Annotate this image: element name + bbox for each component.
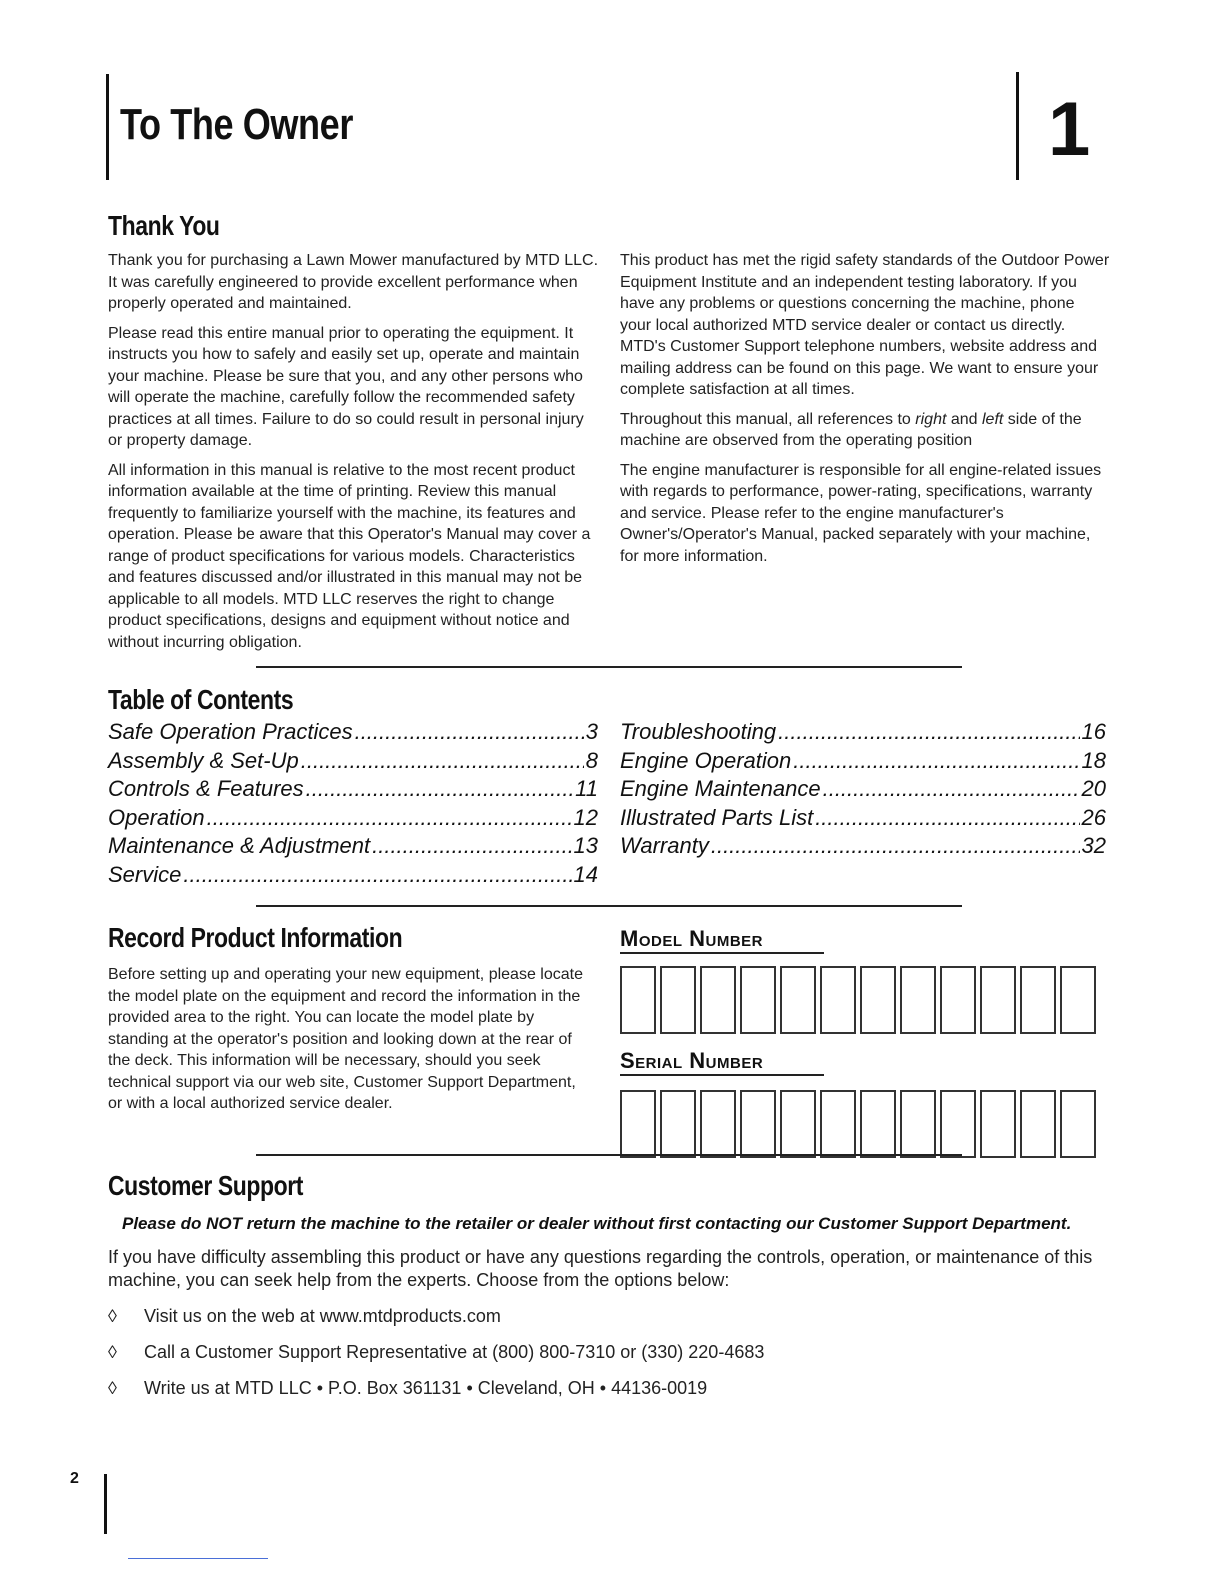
thank-you-right-column [620, 250, 1110, 575]
chapter-left-bar [1016, 72, 1019, 180]
section-divider [256, 1154, 962, 1156]
toc-entry[interactable] [620, 718, 1106, 747]
toc-entry-page: 8 [585, 747, 598, 773]
toc-leader-dots [306, 775, 574, 804]
orientation-text: and [946, 410, 982, 428]
model-digit-box[interactable] [900, 966, 936, 1034]
toc-entry-label: Controls & Features [108, 776, 304, 801]
diamond-bullet-icon: ◊ [108, 1306, 117, 1326]
support-warning: Please do NOT return the machine to the retailer or dealer without first contacting our Customer Support Department. [122, 1214, 1072, 1233]
toc-right-column [620, 718, 1106, 861]
model-digit-box[interactable] [980, 966, 1016, 1034]
model-digit-box[interactable] [740, 966, 776, 1034]
serial-digit-box[interactable] [980, 1090, 1016, 1158]
serial-digit-box[interactable] [780, 1090, 816, 1158]
thank-you-paragraph: Please read this entire manual prior to operating the equipment. It instructs you how to safely and easily set up, operate and maintain your machine. Please be sure that you, and any other persons who will operate the machine, carefully follow the recommended safety practices at all times. Failure to do so could result in personal injury or property damage. [108, 324, 584, 449]
toc-entry-label: Service [108, 861, 182, 887]
model-digit-box[interactable] [620, 966, 656, 1034]
toc-leader-dots [711, 832, 1080, 861]
thank-you-left-column [108, 250, 598, 661]
toc-entry[interactable] [620, 804, 1106, 833]
toc-entry-page: 16 [1081, 719, 1106, 744]
toc-entry-page: 32 [1081, 833, 1106, 858]
toc-entry-label: Maintenance & Adjustment [108, 833, 371, 858]
serial-number-boxes[interactable] [620, 1090, 1096, 1158]
page-title: To The Owner [120, 100, 353, 149]
toc-entry-page: 11 [575, 776, 598, 801]
toc-entry-label: Engine Operation [620, 747, 792, 773]
toc-heading: Table of Contents [108, 684, 294, 715]
toc-leader-dots [355, 718, 584, 747]
thank-you-heading: Thank You [108, 210, 220, 241]
toc-entry-page: 14 [573, 861, 598, 887]
title-left-bar [106, 74, 109, 180]
section-divider [256, 666, 962, 668]
chapter-number: 1 [1048, 87, 1091, 172]
serial-number-underline [620, 1074, 824, 1076]
serial-digit-box[interactable] [1020, 1090, 1056, 1158]
diamond-bullet-icon: ◊ [108, 1342, 117, 1362]
toc-entry[interactable] [108, 747, 598, 776]
toc-entry-page: 26 [1081, 804, 1106, 830]
toc-leader-dots [793, 747, 1079, 776]
support-option-text: Call a Customer Support Representative at (800) 800-7310 or (330) 220-4683 [144, 1342, 765, 1362]
toc-entry-label: Assembly & Set-Up [108, 747, 299, 773]
toc-leader-dots [301, 747, 584, 776]
model-digit-box[interactable] [1060, 966, 1096, 1034]
serial-digit-box[interactable] [860, 1090, 896, 1158]
support-option [108, 1306, 501, 1327]
model-digit-box[interactable] [700, 966, 736, 1034]
model-number-label: Model Number [620, 926, 763, 951]
toc-left-column [108, 718, 598, 889]
thank-you-paragraph: All information in this manual is relative to the most recent product information available at the time of printing. Review this manual frequently to familiarize yourself with the machine, its features and operation. Please be aware that this Operator's Manual may cover a range of product specifications for various models. Characteristics and features discussed and/or illustrated in this manual may not be applicable to all models. MTD LLC reserves the right to change product specifications, designs and equipment without notice and without incurring obligation. [108, 461, 591, 651]
toc-leader-dots [778, 718, 1079, 747]
toc-entry-page: 20 [1081, 776, 1106, 801]
serial-number-label: Serial Number [620, 1048, 764, 1073]
toc-entry[interactable] [108, 775, 598, 804]
bottom-link-line [128, 1558, 268, 1559]
support-option-text[interactable]: Visit us on the web at www.mtdproducts.com [144, 1306, 501, 1326]
model-digit-box[interactable] [780, 966, 816, 1034]
orientation-text: Throughout this manual, all references to [620, 410, 916, 428]
toc-entry-page: 13 [573, 833, 598, 858]
support-option [108, 1342, 764, 1363]
support-option-text: Write us at MTD LLC • P.O. Box 361131 • Cleveland, OH • 44136-0019 [144, 1378, 708, 1398]
toc-leader-dots [183, 861, 571, 890]
toc-entry-label: Troubleshooting [620, 719, 777, 744]
toc-entry-label: Warranty [620, 833, 709, 858]
model-number-boxes[interactable] [620, 966, 1096, 1034]
model-digit-box[interactable] [860, 966, 896, 1034]
section-divider [256, 905, 962, 907]
toc-entry[interactable] [620, 775, 1106, 804]
page-number-bar [104, 1474, 107, 1534]
toc-entry-page: 3 [585, 719, 598, 744]
toc-leader-dots [823, 775, 1080, 804]
model-digit-box[interactable] [940, 966, 976, 1034]
diamond-bullet-icon: ◊ [108, 1378, 117, 1398]
toc-leader-dots [372, 832, 571, 861]
model-number-underline [620, 952, 824, 954]
toc-entry-label: Safe Operation Practices [108, 719, 353, 744]
toc-entry[interactable] [620, 832, 1106, 861]
left-word: left [982, 410, 1004, 428]
toc-entry[interactable] [620, 747, 1106, 776]
serial-digit-box[interactable] [820, 1090, 856, 1158]
support-heading: Customer Support [108, 1170, 303, 1201]
toc-entry[interactable] [108, 718, 598, 747]
serial-digit-box[interactable] [940, 1090, 976, 1158]
toc-leader-dots [207, 804, 572, 833]
record-heading: Record Product Information [108, 922, 403, 953]
orientation-paragraph [620, 409, 1110, 452]
model-digit-box[interactable] [660, 966, 696, 1034]
thank-you-paragraph: Thank you for purchasing a Lawn Mower manufactured by MTD LLC. It was carefully engineered to provide excellent performance when properly operated and maintained. [108, 252, 599, 312]
serial-digit-box[interactable] [740, 1090, 776, 1158]
toc-leader-dots [815, 804, 1079, 833]
orientation-text: side of the machine are observed from the operating position [620, 410, 1082, 449]
toc-entry-label: Engine Maintenance [620, 776, 821, 801]
record-body: Before setting up and operating your new equipment, please locate the model plate on the equipment and record the information in the provided area to the right. You can locate the model plate by standing at the operator's position and looking down at the rear of the deck. This information will be necessary, should you seek technical support via our web site, Customer Support Department, or with a local authorized service dealer. [108, 966, 583, 1112]
model-digit-box[interactable] [820, 966, 856, 1034]
serial-digit-box[interactable] [1060, 1090, 1096, 1158]
toc-entry-label: Operation [108, 804, 205, 830]
thank-you-paragraph: This product has met the rigid safety standards of the Outdoor Power Equipment Institute and an independent testing laboratory. If you have any problems or questions concerning the machine, phone your local authorized MTD service dealer or contact us directly. MTD's Customer Support telephone numbers, website address and mailing address can be found on this page. We want to ensure your complete satisfaction at all times. [620, 252, 1110, 398]
thank-you-paragraph: The engine manufacturer is responsible for all engine-related issues with regards to performance, power-rating, specifications, warranty and service. Please refer to the engine manufacturer's Owner's/Operator's Manual, packed separately with your machine, for more information. [620, 461, 1102, 565]
toc-entry-page: 12 [573, 804, 598, 830]
serial-digit-box[interactable] [700, 1090, 736, 1158]
support-option [108, 1378, 707, 1399]
toc-entry[interactable] [108, 804, 598, 833]
serial-digit-box[interactable] [620, 1090, 656, 1158]
toc-entry[interactable] [108, 861, 598, 890]
right-word: right [915, 410, 947, 428]
toc-entry-page: 18 [1081, 747, 1106, 773]
model-digit-box[interactable] [1020, 966, 1056, 1034]
support-body: If you have difficulty assembling this product or have any questions regarding the controls, operation, or maintenance of this machine, you can seek help from the experts. Choose from the options below: [108, 1247, 1093, 1290]
toc-entry[interactable] [108, 832, 598, 861]
serial-digit-box[interactable] [900, 1090, 936, 1158]
toc-entry-label: Illustrated Parts List [620, 804, 814, 830]
page-number: 2 [70, 1470, 79, 1487]
serial-digit-box[interactable] [660, 1090, 696, 1158]
